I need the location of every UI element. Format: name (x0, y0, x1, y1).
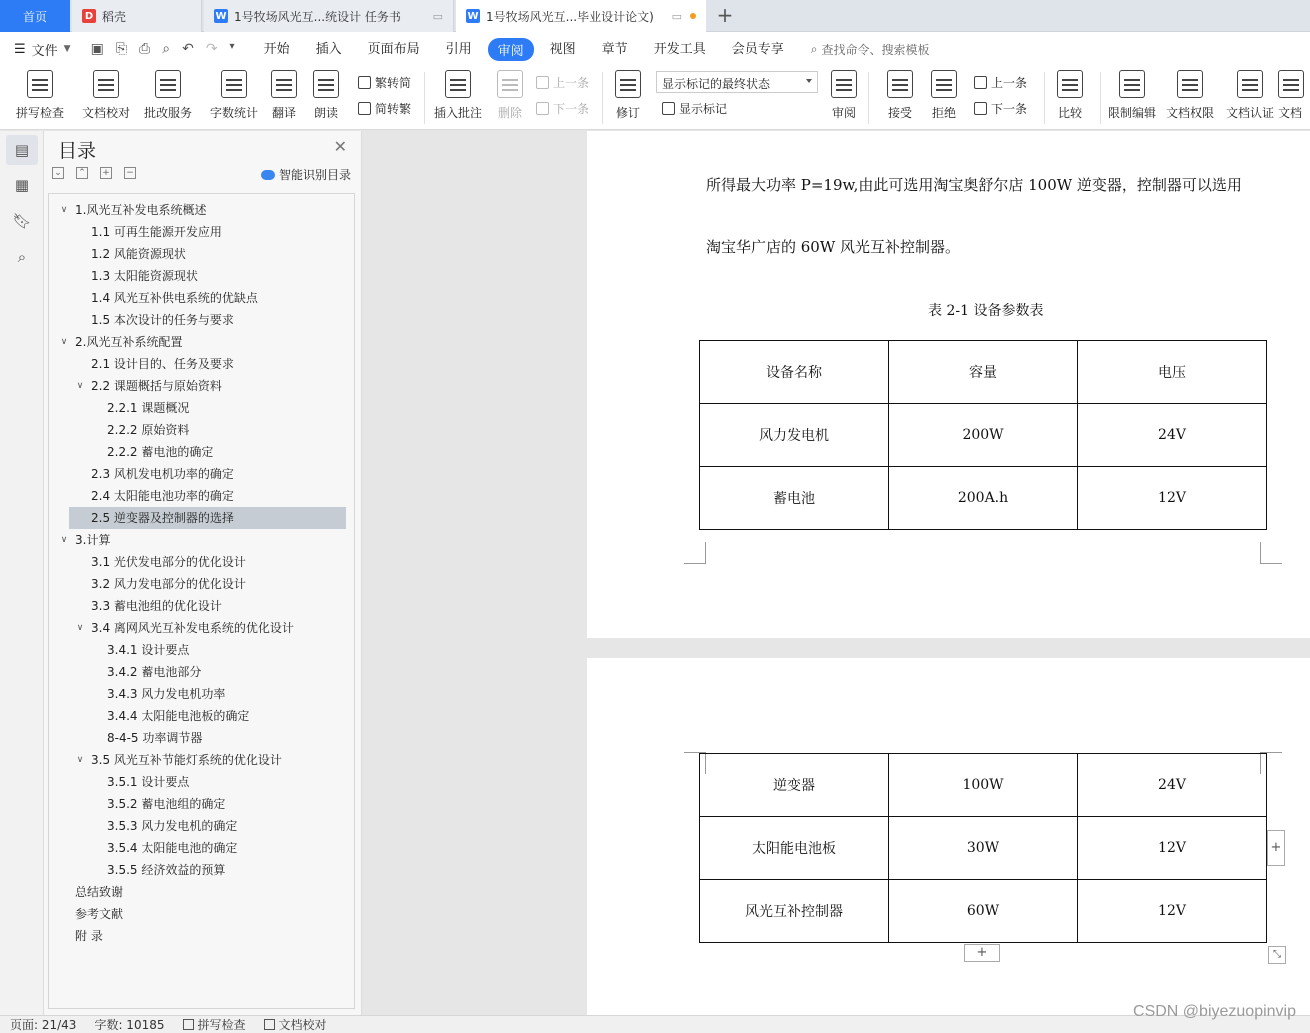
annotate-service-button[interactable]: 批改服务 (138, 70, 198, 121)
toc-item-label: 参考文献 (75, 907, 124, 921)
review-pane-button[interactable]: 审阅 (814, 70, 874, 121)
document-page (587, 131, 1310, 638)
table-cell[interactable]: 太阳能电池板 (700, 817, 889, 880)
toc-item-label: 3.4 离网风光互补发电系统的优化设计 (91, 621, 294, 635)
toc-list (48, 193, 355, 1009)
tab-daoke[interactable] (72, 0, 202, 32)
toc-item[interactable] (49, 573, 354, 595)
toc-item[interactable] (49, 837, 354, 859)
doc-proof-icon (93, 70, 119, 98)
doc-permission-icon (1177, 70, 1203, 98)
delete-comment-button[interactable]: 删除 (480, 70, 540, 121)
toc-item[interactable] (49, 331, 354, 353)
reject-icon (931, 70, 957, 98)
table-cell[interactable]: 200A.h (889, 467, 1078, 530)
toc-item[interactable] (49, 199, 354, 221)
bookmark-icon[interactable]: 🔖︎ (12, 212, 32, 230)
table-cell[interactable]: 12V (1078, 467, 1267, 530)
equipment-table (699, 340, 1267, 530)
restrict-edit-icon (1119, 70, 1145, 98)
toc-item[interactable] (49, 287, 354, 309)
reject-button[interactable]: 拒绝 (914, 70, 974, 121)
menu-review[interactable]: 审阅 (488, 38, 534, 61)
ribbon-divider (1100, 72, 1101, 124)
quick-access (91, 41, 235, 57)
toc-item-label: 1.5 本次设计的任务与要求 (91, 313, 234, 327)
checkbox-icon (183, 1019, 194, 1030)
toc-item[interactable] (49, 617, 354, 639)
word-count-icon (221, 70, 247, 98)
table-row (700, 467, 1267, 530)
annotate-service-icon (155, 70, 181, 98)
document-area (362, 131, 1310, 1015)
save-icon[interactable]: ▣ (90, 41, 104, 57)
page-corner-mark (1260, 542, 1282, 564)
revise-button[interactable]: 修订 (598, 70, 658, 121)
toc-item[interactable] (69, 507, 346, 529)
nav-pane-strip (0, 131, 44, 1015)
chevron-down-icon (806, 79, 812, 83)
table-cell[interactable]: 设备名称 (700, 341, 889, 404)
expand-all-icon[interactable]: ⌃ (76, 167, 88, 179)
tab-status-icon: ▭ (671, 9, 682, 23)
document-page (587, 658, 1310, 1015)
toc-item-label: 2.2.2 蓄电池的确定 (107, 445, 214, 459)
table-row (700, 341, 1267, 404)
toc-item-label: 3.5.2 蓄电池组的确定 (107, 797, 226, 811)
table-cell[interactable]: 蓄电池 (700, 467, 889, 530)
table-cell[interactable]: 24V (1078, 404, 1267, 467)
menu-member[interactable]: 会员专享 (731, 41, 784, 57)
toc-item-label: 附 录 (75, 929, 103, 943)
status-doc-proof[interactable]: 文档校对 (264, 1016, 327, 1033)
print-icon[interactable]: ⎙ (139, 41, 151, 57)
toc-item-label: 3.1 光伏发电部分的优化设计 (91, 555, 246, 569)
toc-item[interactable] (49, 727, 354, 749)
toc-item[interactable] (49, 749, 354, 771)
ribbon-divider (868, 72, 869, 124)
toc-item-label: 3.5.3 风力发电机的确定 (107, 819, 238, 833)
toc-item-label: 1.1 可再生能源开发应用 (91, 225, 222, 239)
tab-bar (0, 0, 1310, 32)
tab-task-book-label: 1号牧场风光互...统设计 任务书 (234, 9, 401, 24)
new-tab-button[interactable]: + (716, 3, 734, 27)
word-count-indicator[interactable]: 字数: 10185 (94, 1018, 165, 1032)
toc-item[interactable] (49, 639, 354, 661)
word-count-button[interactable]: 字数统计 (204, 70, 264, 121)
customize-icon[interactable]: ▾ (229, 41, 235, 52)
toc-item[interactable] (49, 463, 354, 485)
toc-item-label: 1.4 风光互补供电系统的优缺点 (91, 291, 258, 305)
prev-change-button[interactable]: 上一条 (974, 74, 1027, 91)
table-cell[interactable]: 风力发电机 (700, 404, 889, 467)
show-markup-icon (662, 102, 675, 115)
redo-icon[interactable]: ↷ (205, 41, 218, 57)
toc-toolbar (52, 167, 136, 179)
toc-item-label: 2.2.2 原始资料 (107, 423, 190, 437)
table-cell[interactable]: 逆变器 (700, 754, 889, 817)
translate-icon (271, 70, 297, 98)
table-row (700, 754, 1267, 817)
tab-home[interactable]: 首页 (0, 0, 70, 32)
toc-item-label: 总结致谢 (75, 885, 124, 899)
toc-item-label: 3.5 风光互补节能灯系统的优化设计 (91, 753, 282, 767)
doc-certify-icon (1237, 70, 1263, 98)
spellcheck-icon (27, 70, 53, 98)
command-search[interactable] (811, 41, 930, 58)
menu-start[interactable]: 开始 (263, 41, 290, 57)
daoke-icon: D (82, 9, 96, 23)
hamburger-icon: ☰ (14, 41, 26, 57)
toc-item[interactable] (49, 705, 354, 727)
to-traditional-button[interactable]: 繁转简 (358, 74, 411, 91)
toc-item[interactable] (49, 419, 354, 441)
toc-item-label: 3.5.5 经济效益的预算 (107, 863, 226, 877)
restrict-edit-button[interactable]: 限制编辑 (1102, 70, 1162, 121)
show-markup-button[interactable]: 显示标记 (662, 100, 727, 117)
convert-icon (358, 76, 371, 89)
chevron-down-icon[interactable]: ∨ (60, 337, 68, 347)
toc-item[interactable] (49, 397, 354, 419)
menu-chapter[interactable]: 章节 (601, 41, 628, 57)
print-preview-icon[interactable]: ⌕ (162, 41, 171, 57)
toc-item[interactable] (49, 529, 354, 551)
chevron-down-icon[interactable]: ∨ (60, 205, 68, 215)
doc-more-button[interactable]: 文档 (1278, 70, 1310, 121)
menu-layout[interactable]: 页面布局 (367, 41, 420, 57)
page-indicator[interactable]: 页面: 21/43 (10, 1018, 77, 1032)
toc-item-label: 1.2 风能资源现状 (91, 247, 186, 261)
compare-icon (1057, 70, 1083, 98)
export-icon[interactable]: ⎘ (115, 41, 128, 57)
remove-heading-icon[interactable]: − (124, 167, 136, 179)
toc-item-label: 3.2 风力发电部分的优化设计 (91, 577, 246, 591)
to-simplified-button[interactable]: 简转繁 (358, 100, 411, 117)
chevron-down-icon[interactable]: ∨ (76, 755, 84, 765)
table-cell[interactable]: 风光互补控制器 (700, 880, 889, 943)
chevron-down-icon[interactable]: ∨ (60, 535, 68, 545)
menu-reference[interactable]: 引用 (445, 41, 472, 57)
toc-item[interactable] (49, 815, 354, 837)
toc-item[interactable] (49, 881, 354, 903)
accept-button[interactable]: 接受 (870, 70, 930, 121)
toc-item[interactable] (49, 441, 354, 463)
status-spellcheck[interactable]: 拼写检查 (183, 1016, 246, 1033)
toc-item[interactable] (49, 859, 354, 881)
tab-thesis[interactable] (456, 0, 706, 32)
toc-item-label: 3.4.3 风力发电机功率 (107, 687, 226, 701)
compare-button[interactable]: 比较 (1040, 70, 1100, 121)
add-heading-icon[interactable]: + (100, 167, 112, 179)
add-column-button[interactable]: + (1267, 830, 1285, 866)
toc-item[interactable] (49, 903, 354, 925)
toc-item-label: 3.4.1 设计要点 (107, 643, 190, 657)
prev-icon (974, 76, 987, 89)
menu-view[interactable]: 视图 (549, 41, 576, 57)
menu-tabs (251, 38, 797, 61)
toc-title: 目录 (58, 140, 97, 162)
toc-item-label: 2.3 风机发电机功率的确定 (91, 467, 234, 481)
command-search-placeholder: 查找命令、搜索模板 (821, 42, 930, 57)
prev-comment-button[interactable]: 上一条 (536, 74, 589, 91)
table-cell[interactable]: 12V (1078, 880, 1267, 943)
toc-item[interactable] (49, 595, 354, 617)
comment-icon (445, 70, 471, 98)
doc-certify-button[interactable]: 文档认证 (1220, 70, 1280, 121)
translate-button[interactable]: 翻译 (254, 70, 314, 121)
tab-status-icon: ▭ (432, 9, 443, 23)
unsaved-dot-icon (690, 13, 696, 19)
toc-item[interactable] (49, 551, 354, 573)
file-menu-label: 文件 (31, 43, 58, 59)
next-icon (536, 102, 549, 115)
toc-item-label: 3.3 蓄电池组的优化设计 (91, 599, 222, 613)
ribbon-divider (424, 72, 425, 124)
page-corner-mark (684, 542, 706, 564)
table-resize-icon[interactable]: ⤡ (1268, 946, 1286, 964)
chevron-down-icon[interactable]: ∨ (76, 381, 84, 391)
add-row-button[interactable]: + (964, 944, 1000, 962)
toc-item[interactable] (49, 265, 354, 287)
table-cell[interactable]: 12V (1078, 817, 1267, 880)
toc-item[interactable] (49, 375, 354, 397)
toc-item-label: 8-4-5 功率调节器 (107, 731, 203, 745)
doc-more-icon (1278, 70, 1304, 98)
toc-item[interactable] (49, 925, 354, 947)
toc-item-label: 1.3 太阳能资源现状 (91, 269, 198, 283)
toc-item[interactable] (49, 221, 354, 243)
table-cell[interactable]: 200W (889, 404, 1078, 467)
table-cell[interactable]: 30W (889, 817, 1078, 880)
markup-display-select[interactable]: 显示标记的最终状态 (656, 71, 818, 93)
status-bar (0, 1015, 1310, 1033)
review-pane-icon (831, 70, 857, 98)
toc-item-label: 3.计算 (75, 533, 111, 547)
toc-item-label: 3.5.1 设计要点 (107, 775, 190, 789)
read-aloud-button[interactable]: 朗读 (296, 70, 356, 121)
menu-insert[interactable]: 插入 (315, 41, 342, 57)
toc-item-label: 3.4.2 蓄电池部分 (107, 665, 202, 679)
toc-item-label: 2.风光互补系统配置 (75, 335, 183, 349)
toc-item[interactable] (49, 661, 354, 683)
table-cell[interactable]: 24V (1078, 754, 1267, 817)
toc-item-label: 2.5 逆变器及控制器的选择 (91, 511, 234, 525)
next-change-button[interactable]: 下一条 (974, 100, 1027, 117)
delete-comment-icon (497, 70, 523, 98)
toc-panel (44, 131, 362, 1015)
toc-item-label: 2.2 课题概括与原始资料 (91, 379, 222, 393)
next-comment-button[interactable]: 下一条 (536, 100, 589, 117)
toc-item[interactable] (49, 771, 354, 793)
doc-proof-button[interactable]: 文档校对 (76, 70, 136, 121)
checkbox-icon (264, 1019, 275, 1030)
file-menu[interactable] (14, 40, 71, 59)
table-caption: 表 2-1 设备参数表 (928, 303, 1044, 319)
doc-permission-button[interactable]: 文档权限 (1160, 70, 1220, 121)
table-cell[interactable]: 100W (889, 754, 1078, 817)
review-ribbon (0, 66, 1310, 130)
table-row (700, 817, 1267, 880)
tab-daoke-label: 稻壳 (102, 9, 127, 24)
spellcheck-button[interactable]: 拼写检查 (10, 70, 70, 121)
toc-item-label: 2.2.1 课题概况 (107, 401, 190, 415)
smart-toc-icon (261, 170, 275, 180)
collapse-all-icon[interactable]: ⌄ (52, 167, 64, 179)
toc-item[interactable] (49, 243, 354, 265)
toc-item[interactable] (49, 683, 354, 705)
convert-icon (358, 102, 371, 115)
toc-pane-icon[interactable]: ▤ (6, 135, 38, 165)
table-cell[interactable]: 60W (889, 880, 1078, 943)
word-doc-icon: W (215, 10, 227, 22)
revise-icon (615, 70, 641, 98)
search-icon[interactable]: ⌕ (17, 248, 27, 266)
chevron-down-icon[interactable]: ∨ (76, 623, 84, 633)
table-row (700, 404, 1267, 467)
undo-icon[interactable]: ↶ (182, 41, 194, 57)
tab-thesis-label: 1号牧场风光互...毕业设计论文) (486, 9, 654, 24)
prev-icon (536, 76, 549, 89)
watermark: CSDN @biyezuopinvip (1133, 1003, 1296, 1020)
accept-icon (887, 70, 913, 98)
toc-item-label: 3.4.4 太阳能电池板的确定 (107, 709, 250, 723)
smart-toc-button[interactable]: 智能识别目录 (261, 166, 351, 183)
search-icon: ⌕ (810, 41, 818, 56)
table-cell[interactable]: 容量 (889, 341, 1078, 404)
tab-task-book[interactable] (204, 0, 454, 32)
word-doc-icon: W (467, 10, 479, 22)
chevron-down-icon: ▼ (63, 44, 71, 54)
chapter-nav-icon[interactable]: ▦ (14, 176, 30, 194)
toc-item-label: 2.4 太阳能电池功率的确定 (91, 489, 234, 503)
toc-item-label: 1.风光互补发电系统概述 (75, 203, 207, 217)
menu-row (0, 32, 1310, 66)
table-cell[interactable]: 电压 (1078, 341, 1267, 404)
toc-item-label: 2.1 设计目的、任务及要求 (91, 357, 234, 371)
body-paragraph: 所得最大功率 P=19w,由此可选用淘宝奥舒尔店 100W 逆变器，控制器可以选用 (706, 176, 1242, 194)
toc-item[interactable] (49, 793, 354, 815)
toc-item[interactable] (49, 309, 354, 331)
insert-comment-button[interactable]: 插入批注 (428, 70, 488, 121)
menu-devtools[interactable]: 开发工具 (653, 41, 706, 57)
toc-item-label: 3.5.4 太阳能电池的确定 (107, 841, 238, 855)
close-icon[interactable]: ✕ (333, 137, 347, 156)
toc-item[interactable] (49, 353, 354, 375)
body-paragraph: 淘宝华广店的 60W 风光互补控制器。 (706, 238, 961, 256)
read-aloud-icon (313, 70, 339, 98)
table-row (700, 880, 1267, 943)
toc-item[interactable] (49, 485, 354, 507)
next-icon (974, 102, 987, 115)
equipment-table-continued (699, 753, 1267, 943)
